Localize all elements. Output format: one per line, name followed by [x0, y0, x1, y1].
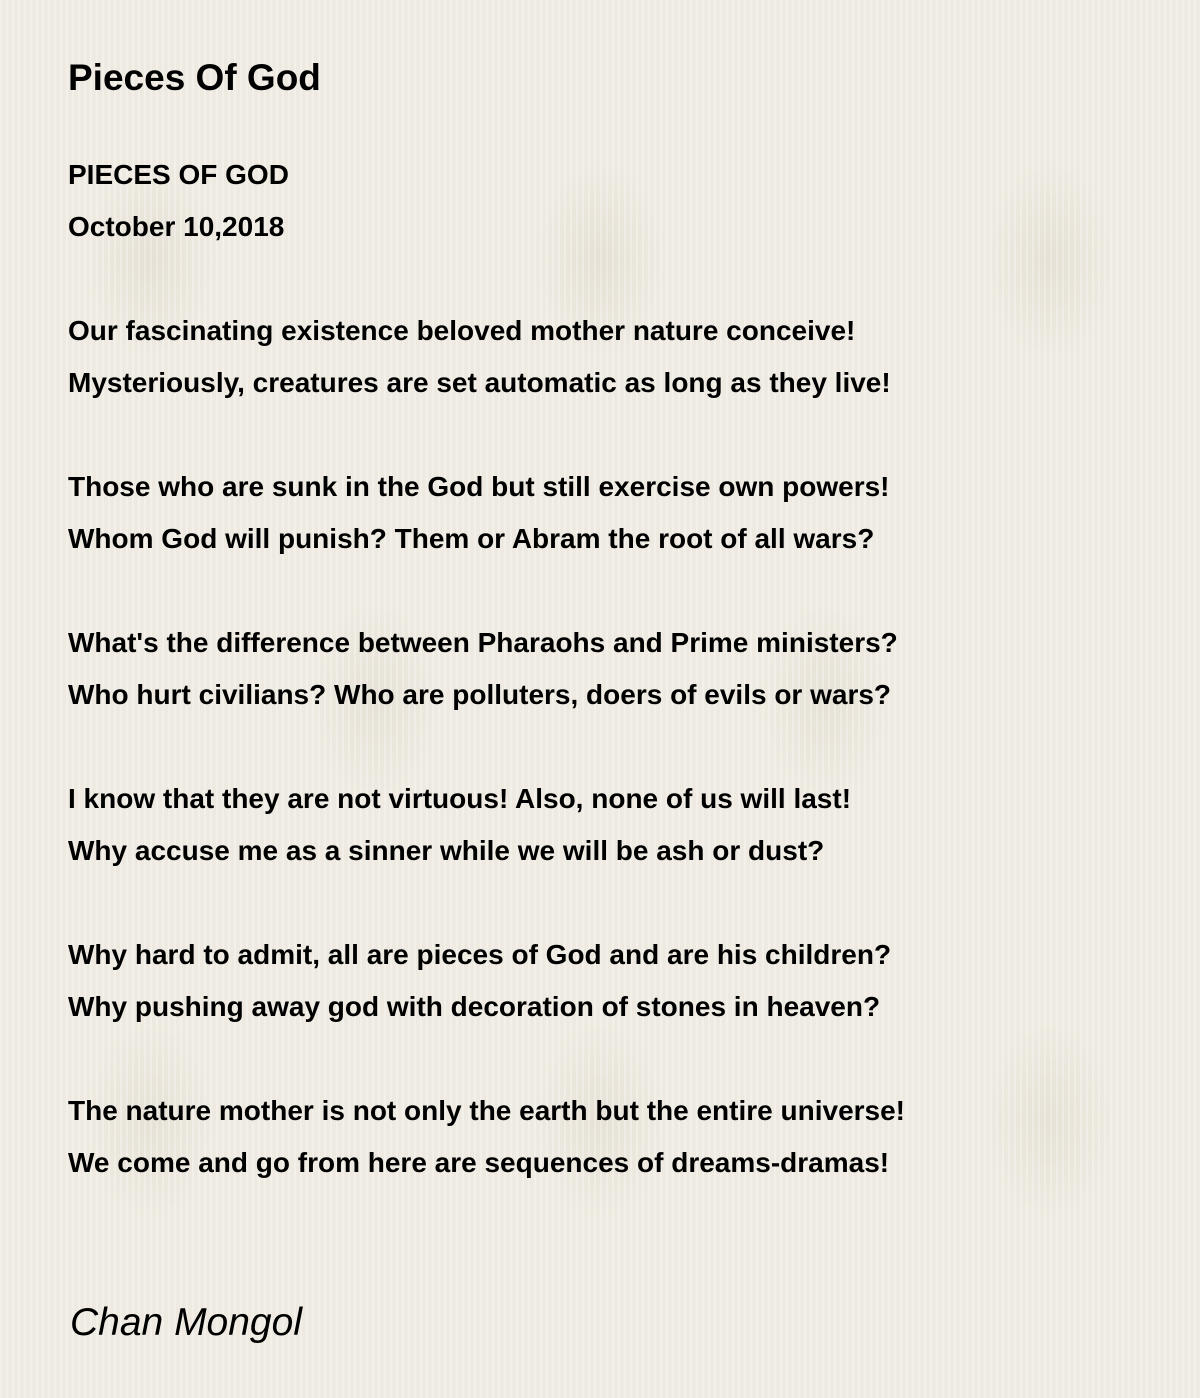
- poem-author: Chan Mongol: [70, 1301, 302, 1344]
- stanza-5: [68, 929, 1168, 1033]
- poem-date: October 10,2018: [68, 211, 285, 242]
- poem-line: Whom God will punish? Them or Abram the root of all wars?: [68, 523, 875, 554]
- poem-line: I know that they are not virtuous! Also, none of us will last!: [68, 783, 852, 814]
- poem-line: We come and go from here are sequences of dreams-dramas!: [68, 1147, 890, 1178]
- poem-line: The nature mother is not only the earth but the entire universe!: [68, 1095, 906, 1126]
- poem-line: Why pushing away god with decoration of stones in heaven?: [68, 991, 881, 1022]
- poem-line: Those who are sunk in the God but still exercise own powers!: [68, 471, 890, 502]
- stanza-2: [68, 461, 1168, 565]
- stanza-4: [68, 773, 1168, 877]
- poem-header: [68, 149, 1168, 253]
- poem-line: Who hurt civilians? Who are polluters, doers of evils or wars?: [68, 679, 892, 710]
- poem-title: Pieces Of God: [68, 57, 321, 98]
- poem-line: Mysteriously, creatures are set automatic as long as they live!: [68, 367, 891, 398]
- stanza-3: [68, 617, 1168, 721]
- poem-body: [68, 149, 1168, 1241]
- poem-line: Why accuse me as a sinner while we will be ash or dust?: [68, 835, 825, 866]
- stanza-6: [68, 1085, 1168, 1189]
- stanza-1: [68, 305, 1168, 409]
- poem-heading: PIECES OF GOD: [68, 159, 289, 190]
- poem-line: What's the difference between Pharaohs and Prime ministers?: [68, 627, 898, 658]
- poem-line: Why hard to admit, all are pieces of God and are his children?: [68, 939, 892, 970]
- poem-line: Our fascinating existence beloved mother nature conceive!: [68, 315, 856, 346]
